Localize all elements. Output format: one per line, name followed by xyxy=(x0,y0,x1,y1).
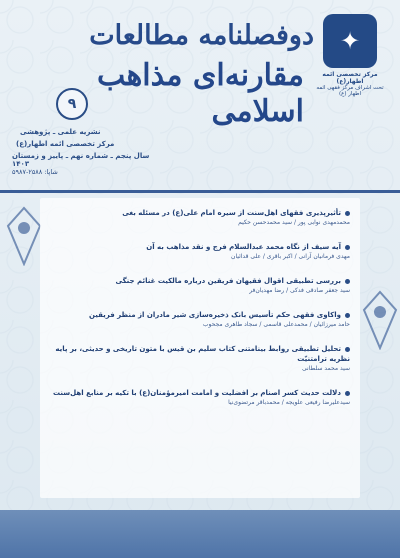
article-item xyxy=(50,388,350,407)
article-authors: مهدی فرمانیان آرانی / اکبر باقری / علی قدائیان xyxy=(231,253,350,260)
article-title: دلالت حدیث کسر اصنام بر افضلیت و امامت امیرمؤمنان(ع) با تکیه بر منابع اهل‌سنت xyxy=(50,388,350,398)
logo-caption: مرکز تخصصی ائمه اطهار(ع) xyxy=(322,71,378,85)
issn: شاپا: ۲۵۸۸-۵۹۸۷ xyxy=(12,168,58,176)
logo-subcaption: تحت اشراف مرکز فقهی ائمه اطهار (ع) xyxy=(316,85,384,97)
article-item xyxy=(50,276,350,295)
article-item xyxy=(50,310,350,329)
article-title: تأثیرپذیری فقهای اهل‌سنت از سیره امام علی(ع) در مسئله بغی xyxy=(50,208,350,218)
journal-title-line1: دوفصلنامه مطالعات xyxy=(89,20,314,51)
article-title: بررسی تطبیقی اقوال فقیهان فریقین درباره مالکیت غنائم جنگی xyxy=(50,276,350,286)
article-item xyxy=(50,242,350,261)
bullet-icon xyxy=(345,347,350,352)
logo-block xyxy=(310,14,390,97)
article-title: آیه سیف از نگاه محمد عبدالسلام فرج و نقد مذاهب به آن xyxy=(50,242,350,252)
article-item xyxy=(50,344,350,373)
header-divider xyxy=(0,190,400,193)
article-authors: سید جعفر صادقی فدکی / رضا مهدیان‌فر xyxy=(249,287,350,294)
issue-number: ۹ xyxy=(67,96,77,112)
bullet-icon xyxy=(345,245,350,250)
bullet-icon xyxy=(345,211,350,216)
ornament-right-icon xyxy=(360,290,400,350)
article-authors: سید محمد سلطانی xyxy=(302,365,350,372)
table-of-contents xyxy=(40,198,360,498)
header-area xyxy=(0,0,400,178)
article-title: واکاوی فقهی حکم تأسیس بانک ذخیره‌سازی شیر مادران از منظر فریقین xyxy=(50,310,350,320)
footer-band xyxy=(0,510,400,558)
bullet-icon xyxy=(345,279,350,284)
article-authors: سیدعلیرضا رفیعی علویجه / محمدباقر مرتضوی‌نیا xyxy=(228,399,350,406)
article-authors: حامد میرزائیان / محمدعلی قاسمی / سجاد طاهری مجحوب xyxy=(202,321,350,328)
article-title: تحلیل تطبیقی روابط بینامتنی کتاب سلیم بن قیس با متون تاریخی و حدیثی، بر پایه نظریه ترامتنیّت xyxy=(55,345,350,363)
article-authors: محمدمهدی نوابی پور / سید محمدحسن حکیم xyxy=(238,219,350,226)
issue-info: سال پنجم ـ شماره نهم ـ پاییز و زمستان ۱۴۰۳ xyxy=(12,152,150,168)
bullet-icon xyxy=(345,391,350,396)
publisher: مرکز تخصصی ائمه اطهار(ع) xyxy=(16,140,115,148)
ornament-left-top-icon xyxy=(4,206,44,266)
institution-logo-icon: ✦ xyxy=(323,14,377,68)
bullet-icon xyxy=(345,313,350,318)
journal-type: نشریه علمی ـ پژوهشی xyxy=(20,128,101,136)
issue-number-badge xyxy=(56,88,88,120)
journal-title-line2: مقارنه‌ای مذاهب اسلامی xyxy=(97,58,304,129)
article-item xyxy=(50,208,350,227)
